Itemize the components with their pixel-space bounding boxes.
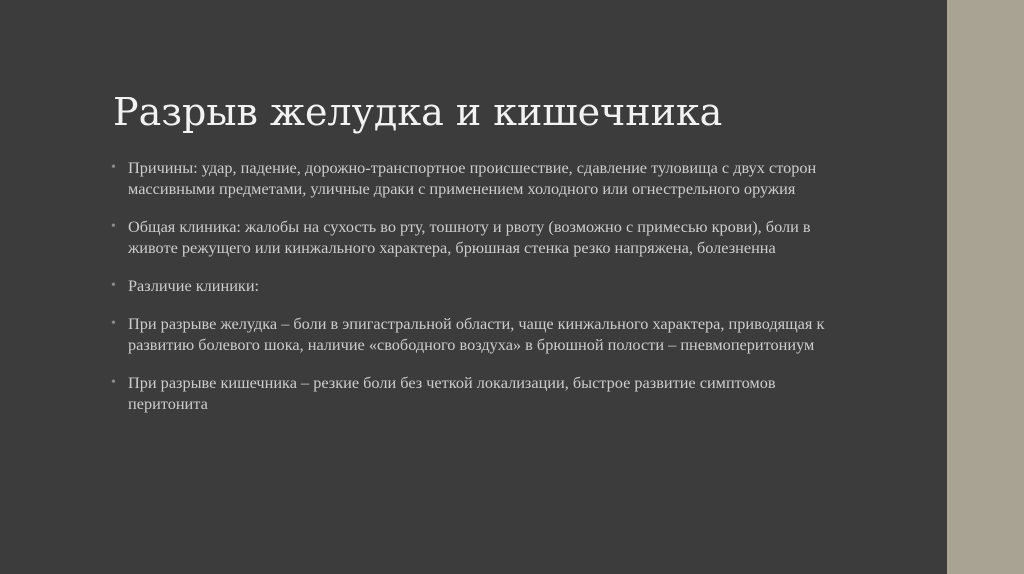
bullet-causes: [111, 157, 831, 199]
bullet-list: [111, 157, 831, 431]
bullet-marker: •: [111, 375, 116, 390]
bullet-text: Общая клиника: жалобы на сухость во рту, тошноту и рвоту (возможно с примесью крови), боли в животе режущего или кинжального характера, брюшная стенка резко напряжена, болезненна: [128, 217, 811, 257]
bullet-marker: •: [111, 316, 116, 331]
slide-title: Разрыв желудка и кишечника: [113, 90, 723, 134]
bullet-text: Причины: удар, падение, дорожно-транспортное происшествие, сдавление туловища с двух сторон массивными предметами, уличные драки с применением холодного или огнестрельного оружия: [128, 158, 817, 198]
side-accent-band: [947, 0, 1024, 574]
bullet-marker: •: [111, 278, 116, 293]
bullet-marker: •: [111, 219, 116, 234]
bullet-marker: •: [111, 160, 116, 175]
bullet-general-clinic: [111, 216, 831, 258]
bullet-clinic-differences: [111, 275, 831, 296]
bullet-text: При разрыве желудка – боли в эпигастральной области, чаще кинжального характера, приводящая к развитию болевого шока, наличие «свободного воздуха» в брюшной полости – пневмоперитониум: [128, 314, 825, 354]
bullet-intestine-rupture: [111, 372, 831, 414]
bullet-text: Различие клиники:: [128, 276, 260, 295]
bullet-stomach-rupture: [111, 313, 831, 355]
bullet-text: При разрыве кишечника – резкие боли без четкой локализации, быстрое развитие симптомов перитонита: [128, 373, 776, 413]
